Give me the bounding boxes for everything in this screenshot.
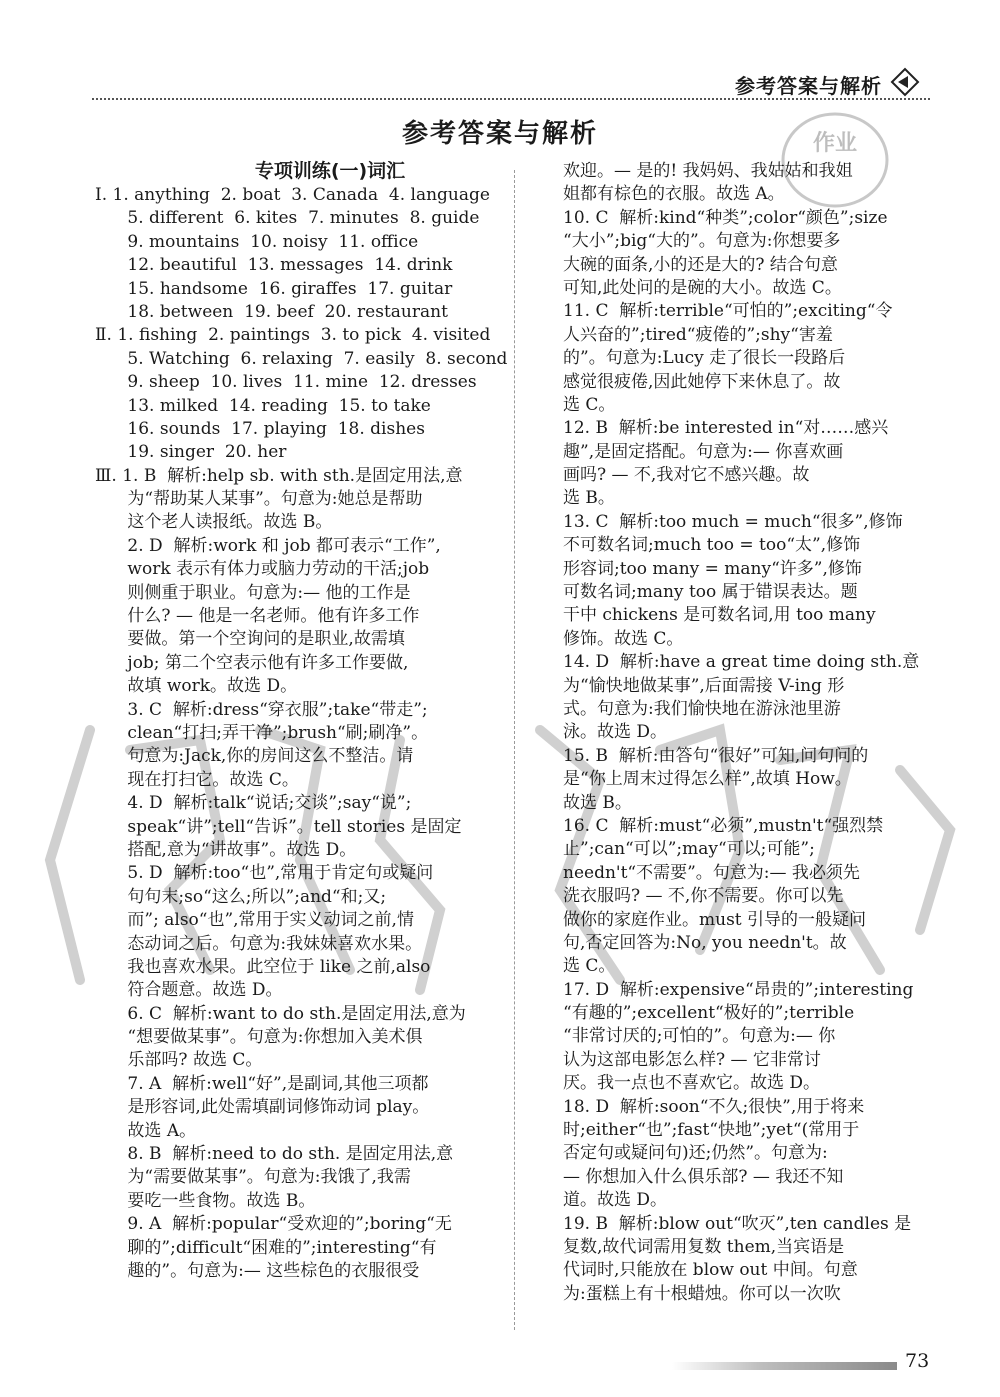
answer-line: 复数,故代词需用复数 them,当宾语是	[563, 1236, 845, 1257]
answer-line: 认为这部电影怎么样? — 它非常讨	[563, 1049, 821, 1070]
answer-line: 19. B 解析:blow out“吹灭”,ten candles 是	[563, 1213, 912, 1234]
page-number: 73	[905, 1350, 930, 1372]
answer-line: 5. D 解析:too“也”,常用于肯定句或疑问	[95, 863, 434, 884]
answer-line: 可数名词;many too 属于错误表达。题	[563, 582, 858, 603]
answer-line: 句句末;so“这么;所以”;and“和;又;	[95, 886, 387, 907]
answer-line: “大小”;big“大的”。句意为:你想要多	[563, 231, 841, 252]
answer-line: 止”;can“可以”;may“可以;可能”;	[563, 839, 815, 860]
answer-line: 3. C 解析:dress“穿衣服”;take“带走”;	[95, 699, 428, 720]
answer-line: 感觉很疲倦,因此她停下来休息了。故	[563, 371, 841, 392]
answer-line: 代词时,只能放在 blow out 中间。句意	[563, 1260, 858, 1281]
answer-line: 4. D 解析:talk“说话;交谈”;say“说”;	[95, 793, 412, 814]
answer-line: 14. D 解析:have a great time doing sth.意	[563, 652, 920, 673]
answer-line: 现在打扫它。故选 C。	[95, 769, 299, 790]
answer-line: 搭配,意为“讲故事”。故选 D。	[95, 839, 357, 860]
answer-line: 要做。第一个空询问的是职业,故需填	[95, 629, 405, 650]
answer-line: 9. sheep 10. lives 11. mine 12. dresses	[95, 372, 477, 393]
column-divider	[514, 170, 515, 1330]
answer-line: 姐都有棕色的衣服。故选 A。	[563, 184, 785, 205]
answer-line: 故选 A。	[95, 1120, 197, 1141]
footer-bar	[672, 1362, 897, 1370]
answer-line: 为“需要做某事”。句意为:我饿了,我需	[95, 1167, 411, 1188]
answer-line: 句,否定回答为:No, you needn't。故	[563, 932, 847, 953]
answer-line: 做你的家庭作业。must 引导的一般疑问	[563, 909, 867, 930]
answer-line: 而”; also“也”,常用于实义动词之前,情	[95, 910, 414, 931]
answer-line: 是“你上周末过得怎么样”,故填 How。	[563, 769, 852, 790]
answer-line: 17. D 解析:expensive“昂贵的”;interesting	[563, 979, 914, 1000]
answer-line: 9. A 解析:popular“受欢迎的”;boring“无	[95, 1214, 452, 1235]
answer-line: 欢迎。— 是的! 我妈妈、我姑姑和我姐	[563, 161, 853, 181]
answer-line: 洗衣服吗? — 不,你不需要。你可以先	[563, 886, 844, 907]
answer-line: 19. singer 20. her	[95, 442, 287, 463]
answer-line: 画吗? — 不,我对它不感兴趣。故	[563, 465, 810, 486]
answer-line: — 你想加入什么俱乐部? — 我还不知	[563, 1166, 844, 1187]
answer-line: 大碗的面条,小的还是大的? 结合句意	[563, 254, 838, 275]
answer-line: 乐部吗? 故选 C。	[95, 1050, 263, 1071]
answer-line: job; 第二个空表示他有许多工作要做,	[95, 652, 409, 673]
answer-line: 5. Watching 6. relaxing 7. easily 8. second	[95, 348, 508, 369]
section-title: 专项训练(一)词汇	[254, 160, 406, 182]
answer-line: 态动词之后。句意为:我妹妹喜欢水果。	[95, 933, 423, 954]
answer-line: 式。句意为:我们愉快地在游泳池里游	[563, 698, 841, 719]
answer-line: 要吃一些食物。故选 B。	[95, 1190, 316, 1211]
answer-line: 时;either“也”;fast“快地”;yet“(常用于	[563, 1120, 860, 1141]
running-header-title: 参考答案与解析	[735, 74, 882, 98]
answer-line: 12. beautiful 13. messages 14. drink	[95, 255, 453, 276]
answer-line: 12. B 解析:be interested in“对……感兴	[563, 418, 889, 439]
answer-line: 形容词;too many = many“许多”,修饰	[563, 558, 862, 579]
answer-line: 15. B 解析:由答句“很好”可知,问句问的	[563, 745, 869, 766]
answer-line: “非常讨厌的;可怕的”。句意为:— 你	[563, 1026, 836, 1047]
answer-line: 5. different 6. kites 7. minutes 8. guide	[95, 208, 480, 229]
answer-line: 18. between 19. beef 20. restaurant	[95, 301, 448, 322]
arrow-badge-icon	[888, 66, 922, 98]
header-divider	[92, 98, 930, 100]
answer-line: 我也喜欢水果。此空位于 like 之前,also	[95, 956, 431, 977]
answer-line: 的”。句意为:Lucy 走了很长一段路后	[563, 348, 846, 369]
answer-line: 选 C。	[563, 956, 616, 977]
answer-line: 6. C 解析:want to do sth.是固定用法,意为	[95, 1003, 466, 1024]
answer-line: 为“愉快地做某事”,后面需接 V-ing 形	[563, 675, 845, 696]
stamp-text: 作业	[812, 131, 858, 156]
answer-line: 选 B。	[563, 488, 615, 509]
answer-line: 13. milked 14. reading 15. to take	[95, 395, 431, 416]
answer-line: 道。故选 D。	[563, 1190, 668, 1211]
answer-line: 为“帮助某人某事”。句意为:她总是帮助	[95, 489, 423, 510]
answer-line: Ⅲ. 1. B 解析:help sb. with sth.是固定用法,意	[95, 465, 463, 486]
answer-line: 9. mountains 10. noisy 11. office	[95, 231, 419, 252]
answer-line: 趣”,是固定搭配。句意为:— 你喜欢画	[563, 441, 844, 462]
answer-line: speak“讲”;tell“告诉”。tell stories 是固定	[95, 816, 462, 837]
answer-line: 16. sounds 17. playing 18. dishes	[95, 418, 425, 439]
answer-line: 不可数名词;much too = too“太”,修饰	[563, 535, 861, 556]
right-column	[563, 160, 933, 1306]
answer-line: “有趣的”;excellent“极好的”;terrible	[563, 1003, 855, 1024]
answer-line: 10. C 解析:kind“种类”;color“颜色”;size	[563, 207, 888, 228]
answer-line: 18. D 解析:soon“不久;很快”,用于将来	[563, 1096, 865, 1117]
answer-line: 13. C 解析:too much = much“很多”,修饰	[563, 511, 903, 532]
answer-line: 人兴奋的”;tired“疲倦的”;shy“害羞	[563, 324, 833, 345]
answer-line: 故填 work。故选 D。	[95, 676, 298, 697]
answer-line: 符合题意。故选 D。	[95, 980, 283, 1001]
answer-line: clean“打扫;弄干净”;brush“刷;刷净”。	[95, 722, 429, 743]
answer-line: 故选 B。	[563, 792, 632, 813]
answer-line: 趣的”。句意为:— 这些棕色的衣服很受	[95, 1260, 420, 1281]
answer-line: 厌。我一点也不喜欢它。故选 D。	[563, 1073, 821, 1094]
answer-line: needn't“不需要”。句意为:— 我必须先	[563, 862, 860, 883]
left-column	[95, 160, 508, 1283]
answer-line: 2. D 解析:work 和 job 都可表示“工作”,	[95, 535, 441, 556]
answer-line: 11. C 解析:terrible“可怕的”;exciting“令	[563, 301, 893, 322]
answer-line: 泳。故选 D。	[563, 722, 668, 743]
answer-line: 否定句或疑问句)还;仍然”。句意为:	[563, 1143, 828, 1164]
answer-line: 为:蛋糕上有十根蜡烛。你可以一次吹	[563, 1283, 841, 1304]
answer-line: 15. handsome 16. giraffes 17. guitar	[95, 278, 453, 299]
answer-line: Ⅰ. 1. anything 2. boat 3. Canada 4. language	[95, 185, 490, 205]
answer-line: 8. B 解析:need to do sth. 是固定用法,意	[95, 1144, 454, 1165]
answer-line: 聊的”;difficult“困难的”;interesting“有	[95, 1237, 437, 1258]
answer-line: 是形容词,此处需填副词修饰动词 play。	[95, 1097, 430, 1118]
page-title: 参考答案与解析	[401, 119, 598, 149]
answer-line: 什么? — 他是一名老师。他有许多工作	[95, 606, 420, 627]
answer-line: work 表示有体力或脑力劳动的干活;job	[95, 559, 430, 580]
answer-line: 7. A 解析:well“好”,是副词,其他三项都	[95, 1073, 429, 1094]
answer-line: 则侧重于职业。句意为:— 他的工作是	[95, 582, 411, 603]
answer-line: 句意为:Jack,你的房间这么不整洁。请	[95, 746, 414, 767]
answer-line: “想要做某事”。句意为:你想加入美术俱	[95, 1027, 423, 1048]
answer-line: 16. C 解析:must“必须”,mustn't“强烈禁	[563, 815, 884, 836]
answer-line: Ⅱ. 1. fishing 2. paintings 3. to pick 4. visited	[95, 325, 491, 346]
answer-line: 选 C。	[563, 394, 616, 415]
answer-line: 修饰。故选 C。	[563, 628, 684, 649]
answer-line: 可知,此处问的是碗的大小。故选 C。	[563, 277, 842, 298]
answer-line: 这个老人读报纸。故选 B。	[95, 512, 333, 533]
answer-line: 干中 chickens 是可数名词,用 too many	[563, 605, 876, 626]
